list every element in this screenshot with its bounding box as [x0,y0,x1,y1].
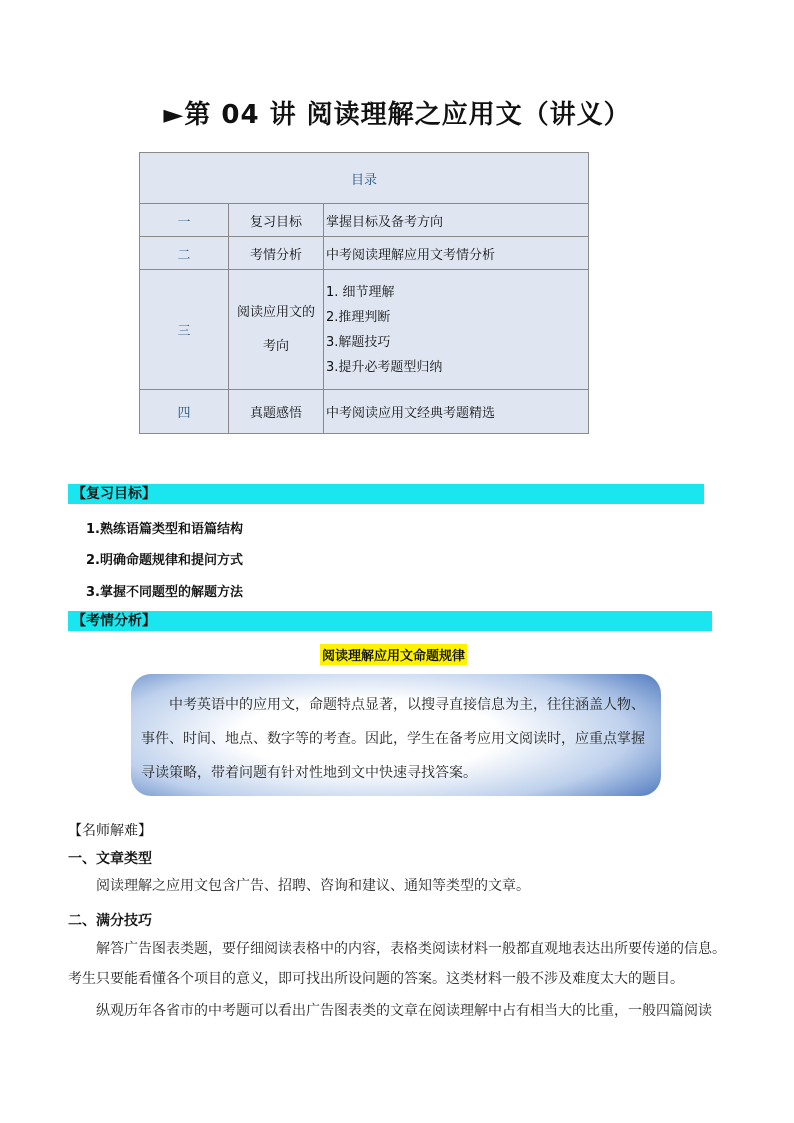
toc-row-num: 一 [140,204,229,237]
paragraph: 解答广告图表类题，要仔细阅读表格中的内容，表格类阅读材料一般都直观地表达出所要传递的信息。考生只要能看懂各个项目的意义，即可找出所设问题的答案。这类材料一般不涉及难度太大的题目。 [68,941,726,987]
toc-row-name: 真题感悟 [229,390,324,434]
toc-table [139,152,589,434]
section-bar-review-goals: 【复习目标】 [68,484,704,504]
section-label-teacher: 【名师解难】 [68,823,152,839]
toc-row-name-line: 阅读应用文的 [236,304,315,320]
heading-article-types: 一、文章类型 [68,851,152,867]
toc-row-num: 三 [140,270,229,390]
toc-row-desc: 中考阅读理解应用文考情分析 [324,237,589,270]
toc-header: 目录 [140,153,589,204]
toc-row-2 [140,237,589,270]
toc-row-3 [140,270,589,390]
section-bar-exam-analysis: 【考情分析】 [68,611,712,631]
toc-row-num: 二 [140,237,229,270]
toc-desc-item: 1. 细节理解 [326,284,395,300]
toc-row-desc [324,270,589,390]
goal-item: 2.明确命题规律和提问方式 [86,553,243,568]
page-title: ►第 04 讲 阅读理解之应用文（讲义） [163,100,631,130]
toc-row-4 [140,390,589,434]
toc-row-name [229,270,324,390]
toc-row-num: 四 [140,390,229,434]
toc-row-desc: 掌握目标及备考方向 [324,204,589,237]
highlight-heading: 阅读理解应用文命题规律 [320,644,467,665]
toc-row-name: 复习目标 [229,204,324,237]
toc-row-name-line: 考向 [262,338,289,354]
toc-header-row [140,153,589,204]
goal-item: 3.掌握不同题型的解题方法 [86,585,243,600]
goal-item: 1.熟练语篇类型和语篇结构 [86,522,243,537]
toc-row-1 [140,204,589,237]
paragraph: 纵观历年各省市的中考题可以看出广告图表类的文章在阅读理解中占有相当大的比重，一般四篇阅读 [96,1003,712,1019]
toc-row-desc: 中考阅读应用文经典考题精选 [324,390,589,434]
heading-scoring-tips: 二、满分技巧 [68,913,152,929]
callout-text: 中考英语中的应用文，命题特点显著，以搜寻直接信息为主，往往涵盖人物、事件、时间、地点、数字等的考查。因此，学生在备考应用文阅读时，应重点掌握寻读策略，带着问题有针对性地到文中快速寻找答案。 [141,697,645,781]
toc-row-name: 考情分析 [229,237,324,270]
toc-desc-item: 3.提升必考题型归纳 [326,359,443,375]
toc-desc-item: 3.解题技巧 [326,334,391,350]
paragraph: 阅读理解之应用文包含广告、招聘、咨询和建议、通知等类型的文章。 [96,878,530,894]
callout-box [131,674,661,796]
toc-desc-item: 2.推理判断 [326,309,391,325]
